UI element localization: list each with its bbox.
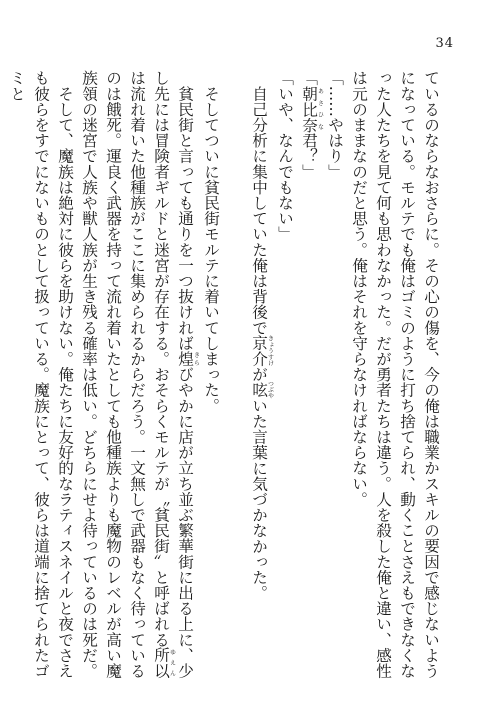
ruby-reading: つぶや [266, 380, 274, 399]
ruby-reading: ゆえん [168, 647, 176, 679]
ruby-base: 朝比奈 [300, 85, 318, 133]
furigana-word [250, 380, 274, 399]
paragraph [347, 70, 443, 680]
paragraph [199, 70, 223, 680]
paragraph [247, 70, 273, 680]
paragraph [77, 70, 199, 680]
text-run: 君？」 [300, 132, 318, 180]
text-run: 貧民街と言っても通りを一つ抜ければ [176, 70, 194, 351]
ruby-base: 呟 [250, 380, 268, 399]
text-run: 「……やはり」 [326, 70, 344, 180]
text-run: 自己分析に集中していた俺は背後で [250, 70, 268, 336]
text-run: びやかに店が立ち並ぶ繁華街に出る上に、少し先には冒険者ギルドと迷宮が存在する。おそらくモルテが〝貧民街〟と呼ばれる [152, 70, 194, 679]
furigana-word [152, 647, 176, 679]
paragraph [323, 70, 347, 680]
ruby-base: 所以 [152, 647, 170, 679]
text-run: そして、魔族は絶対に彼らを助けない。俺たちに友好的なラティスネイルと夜でさえも彼らをすでにないものとして扱っている。魔族にとって、彼らは道端に捨てられたゴミと [8, 70, 74, 679]
ruby-reading: あさひな [316, 85, 324, 133]
furigana-word [176, 350, 200, 367]
paragraph [5, 70, 77, 680]
text-run: が [250, 366, 268, 383]
text-run: ているのならなおさらに。その心の傷を、今の俺は職業かスキルの要因で感じないようになっている。モルテでも俺はゴミのように打ち捨てられ、動くことさえもできなくなった人たちを見て何も思わなかった。だが勇者たちは違う。人を殺した俺と違い、感性は元のままなのだと思う。俺はそれを守らなければならない。 [350, 70, 440, 679]
text-run: は流れ着いた他種族がここに集められるからだろう。一文無しで武器もなく待っているのは餓死。運良く武器を持って流れ着いたとしても他種族よりも魔物のレベルが高い魔族領の迷宮で人族や獣人族が生き残る確率は低い。どちらにせよ待っているのは死だ。 [80, 70, 146, 679]
text-run: そしてついに貧民街モルテに着いてしまった。 [202, 70, 220, 414]
page-number: 34 [435, 36, 454, 51]
ruby-base: 京介 [250, 335, 268, 367]
furigana-word [250, 335, 274, 367]
ruby-reading: きら [192, 350, 200, 367]
vertical-body-text [8, 70, 443, 680]
text-run: 「 [300, 70, 318, 86]
ruby-reading: きょうすけ [266, 335, 274, 367]
furigana-word [300, 85, 324, 133]
text-run: 「いや、なんでもない」 [276, 70, 294, 242]
ruby-base: 煌 [176, 350, 194, 367]
text-run: いた言葉に気づかなかった。 [250, 397, 268, 601]
paragraph [297, 70, 323, 680]
paragraph [273, 70, 297, 680]
